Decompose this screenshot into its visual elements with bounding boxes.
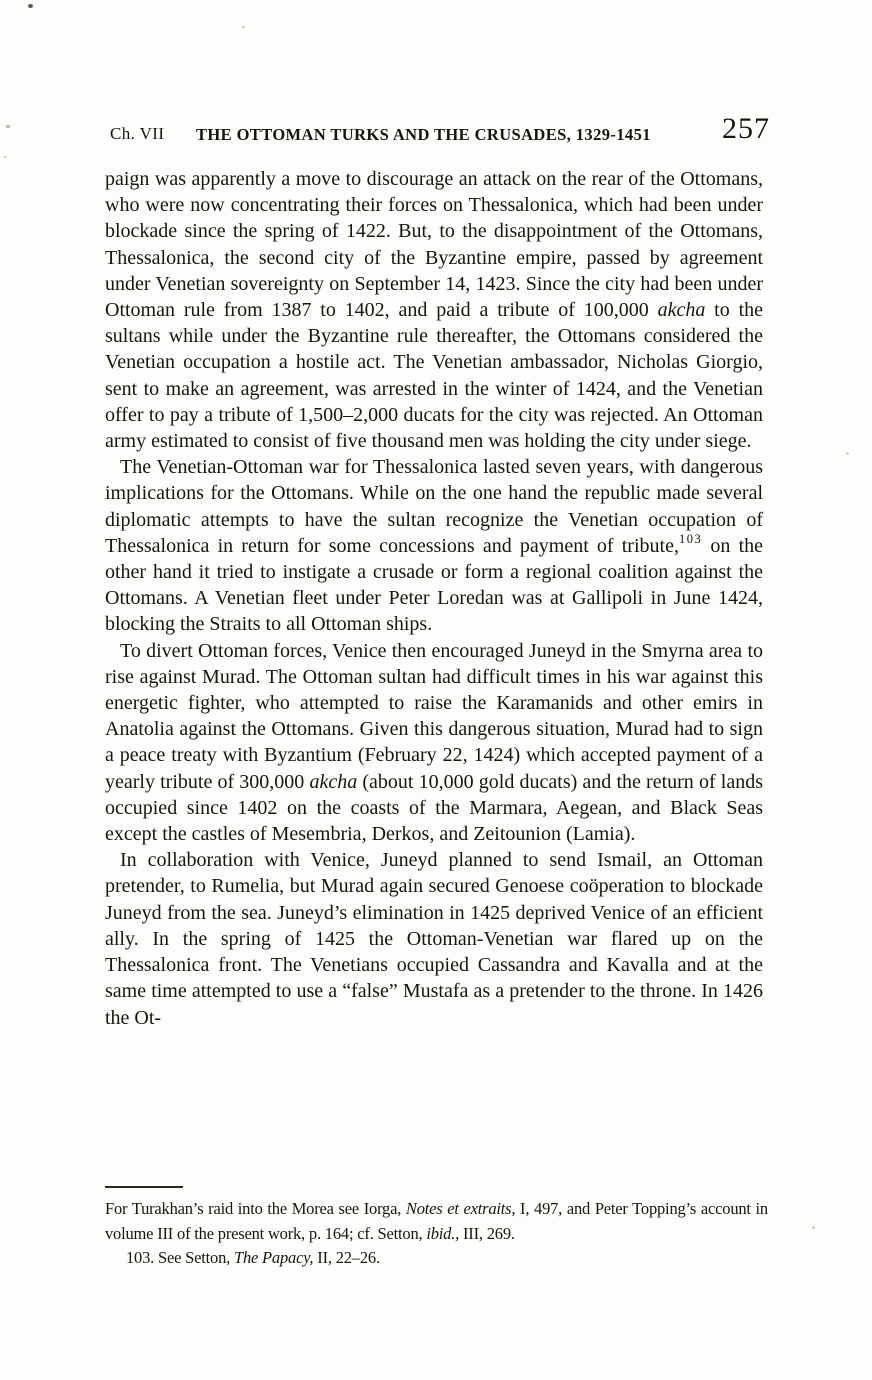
- scan-speck: [812, 1226, 815, 1229]
- body-text-block: [105, 166, 763, 1031]
- body-paragraph-4: In collaboration with Venice, Juneyd planned to send Ismail, an Ottoman pretender, to Rumelia, but Murad again secured Genoese coöperation to blockade Juneyd from the sea. Juneyd’s elimination in 1425 deprived Venice of an efficient ally. In the spring of 1425 the Ottoman-Venetian war flared up on the Thessalonica front. The Venetians occupied Cassandra and Kavalla and at the same time attempted to use a “false” Mustafa as a pretender to the throne. In 1426 the Ot-: [105, 849, 763, 1029]
- scan-speck: [846, 452, 849, 455]
- footnote-103: 103. See Setton, The Papacy, II, 22–26.: [126, 1248, 380, 1267]
- body-paragraph-2: The Venetian-Ottoman war for Thessalonica lasted seven years, with dangerous implications for the Ottomans. While on the one hand the republic made several diplomatic attempts to have the sultan recognize the Venetian occupation of Thessalonica in return for some concessions and payment of tribute,$^{103}$ on the other hand it tried to instigate a crusade or form a regional coalition against the Ottomans. A Venetian fleet under Peter Loredan was at Gallipoli in June 1424, blocking the Straits to all Ottoman ships.: [105, 456, 763, 636]
- body-paragraph-1: paign was apparently a move to discourage an attack on the rear of the Ottomans, who were now concentrating their forces on Thessalonica, which had been under blockade since the spring of 1422. But, to the disappointment of the Ottomans, Thessalonica, the second city of the Byzantine empire, passed by agreement under Venetian sovereignty on September 14, 1423. Since the city had been under Ottoman rule from 1387 to 1402, and paid a tribute of 100,000 akcha to the sultans while under the Byzantine rule thereafter, the Ottomans considered the Venetian occupation a hostile act. The Venetian ambassador, Nicholas Giorgio, sent to make an agreement, was arrested in the winter of 1424, and the Venetian offer to pay a tribute of 1,500–2,000 ducats for the city was rejected. An Ottoman army estimated to consist of five thousand men was holding the city under siege.: [105, 168, 763, 453]
- running-head: [0, 0, 872, 150]
- footnote-continuation: For Turakhan’s raid into the Morea see Iorga, Notes et extraits, I, 497, and Peter Topping’s account in volume III of the present work, p. 164; cf. Setton, ibid., III, 269.: [105, 1199, 768, 1243]
- footnote-block: [105, 1186, 768, 1271]
- scan-speck: [4, 156, 7, 158]
- page-number: 257: [722, 112, 770, 145]
- body-paragraph-3: To divert Ottoman forces, Venice then encouraged Juneyd in the Smyrna area to rise against Murad. The Ottoman sultan had difficult times in his war against this energetic fighter, who attempted to raise the Karamanids and other emirs in Anatolia against the Ottomans. Given this dangerous situation, Murad had to sign a peace treaty with Byzantium (February 22, 1424) which accepted payment of a yearly tribute of 300,000 akcha (about 10,000 gold ducats) and the return of lands occupied since 1402 on the coasts of the Marmara, Aegean, and Black Seas except the castles of Mesembria, Derkos, and Zeitounion (Lamia).: [105, 639, 763, 846]
- page-title: THE OTTOMAN TURKS AND THE CRUSADES, 1329-1451: [196, 125, 651, 144]
- chapter-label: Ch. VII: [110, 124, 165, 143]
- footnote-divider: [105, 1186, 183, 1188]
